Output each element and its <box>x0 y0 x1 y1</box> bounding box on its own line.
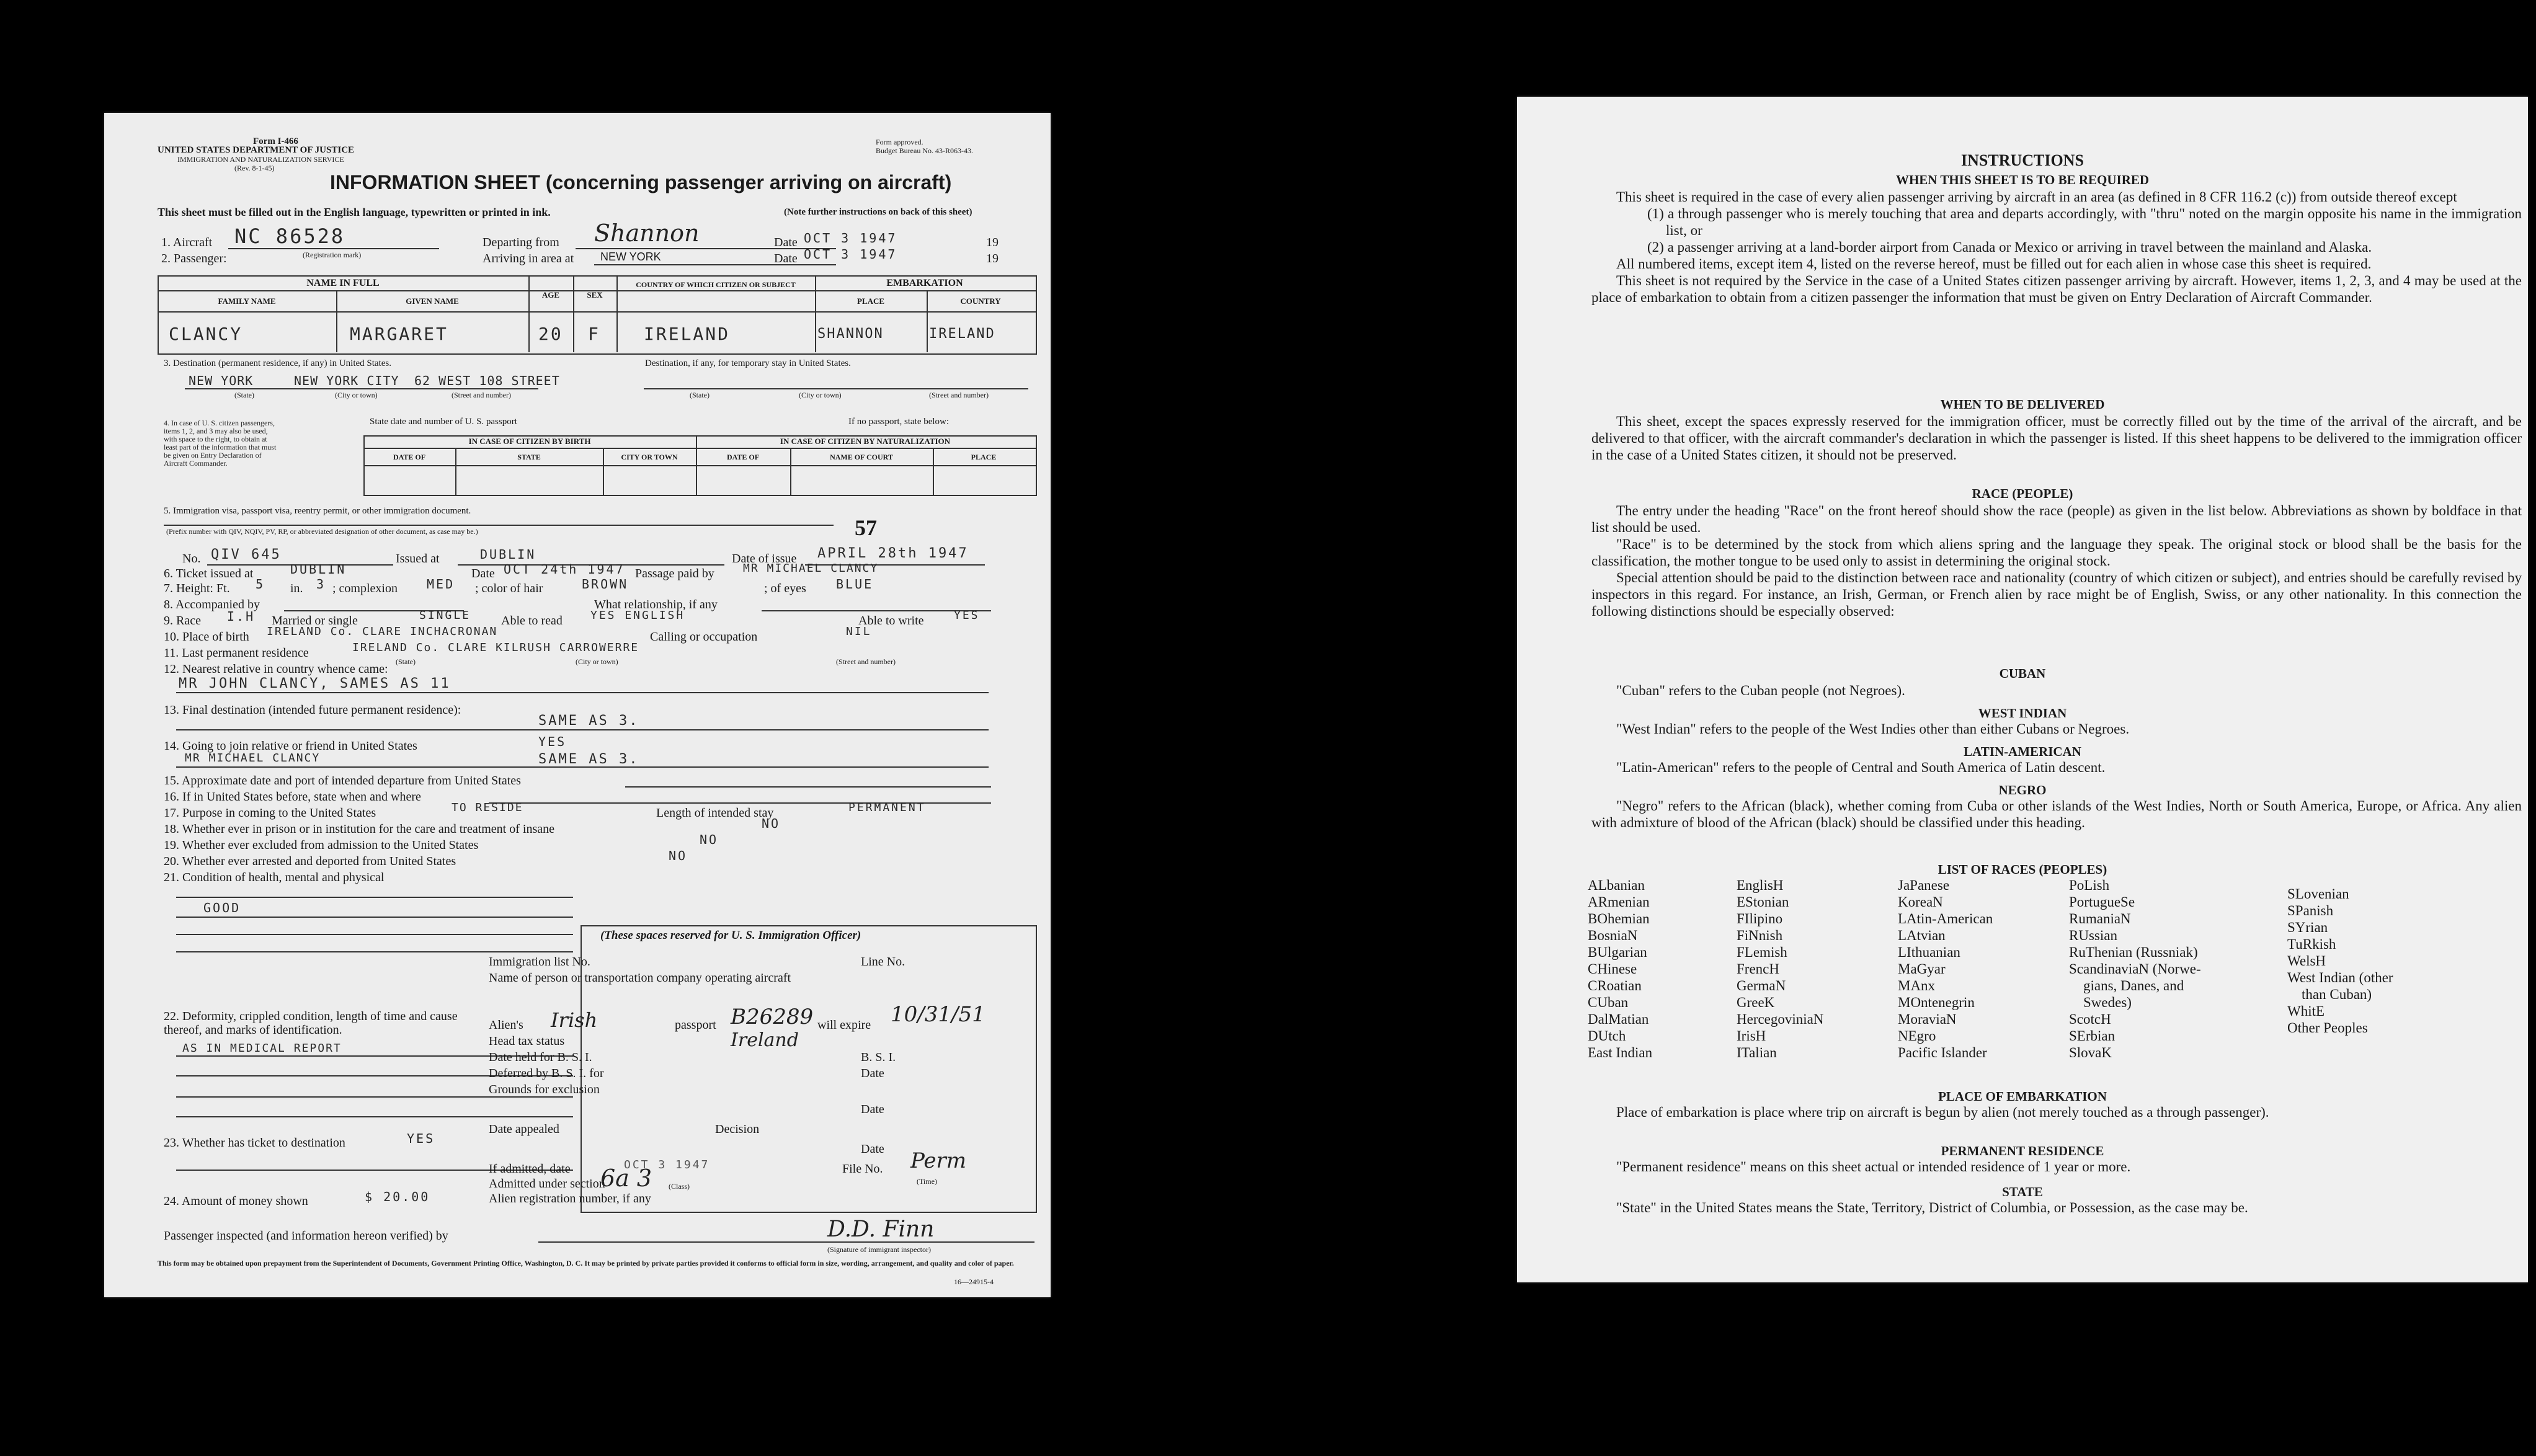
reserved-line-1: Immigration list No. <box>489 955 590 969</box>
west-indian-text: "West Indian" refers to the people of the West Indies other than either Cubans or Negroes. <box>1616 721 2130 737</box>
state-caption-3: (State) <box>234 391 254 399</box>
height-in-value: 3 <box>316 577 326 592</box>
item18-label: 18. Whether ever in prison or in institution for the care and treatment of insane <box>164 822 554 836</box>
write-value: YES <box>954 609 980 622</box>
passport-value: B26289 <box>731 1005 814 1029</box>
embarkation-header: EMBARKATION <box>886 278 963 288</box>
date-of-issue-label: Date of issue <box>732 552 797 566</box>
arriving-label: Arriving in area at <box>483 252 574 265</box>
item3-temporary-label: Destination, if any, for temporary stay in United States. <box>645 358 851 368</box>
destination-street: 62 WEST 108 STREET <box>414 373 560 388</box>
stamp-number: 57 <box>855 515 877 540</box>
embark-country-value: IRELAND <box>929 326 995 342</box>
revision-date: (Rev. 8-1-45) <box>234 164 275 172</box>
reserved-line-4: Head tax status <box>489 1034 565 1048</box>
races-column-3: JaPanese KoreaN LAtin-American LAtvian LIthuanian MaGyar MAnx MOntenegrin MoraviaN NEgro Pacific Islander <box>1898 877 1993 1060</box>
line-no-label: Line No. <box>861 955 905 969</box>
embarkation-heading: PLACE OF EMBARKATION <box>1938 1089 2107 1104</box>
when-delivered-heading: WHEN TO BE DELIVERED <box>1940 397 2105 412</box>
last-residence-value: IRELAND Co. CLARE KILRUSH CARROWERRE <box>352 641 639 654</box>
doc-no-label: No. <box>182 552 201 566</box>
given-name-header: GIVEN NAME <box>406 296 459 306</box>
reserved-line-13: Alien registration number, if any <box>489 1192 651 1205</box>
join-relative-value: YES <box>538 734 567 749</box>
permanent-residence-heading: PERMANENT RESIDENCE <box>1941 1143 2104 1158</box>
relationship-label: What relationship, if any <box>594 598 718 611</box>
height-ft-value: 5 <box>256 577 265 592</box>
races-column-2: EnglisH EStonian FIlipino FiNnish FLemish FrencH GermaN GreeK HercegoviniaN IrisH ITalian <box>1737 877 1824 1060</box>
will-expire-label: will expire <box>817 1018 871 1032</box>
reserved-line-11: If admitted, date <box>489 1162 571 1176</box>
item22-label: 22. Deformity, crippled condition, length of time and cause thereof, and marks of identification. <box>164 1010 458 1037</box>
read-value: YES ENGLISH <box>590 609 685 622</box>
eyes-value: BLUE <box>836 577 874 592</box>
complexion-label: ; complexion <box>332 582 398 595</box>
item24-label: 24. Amount of money shown <box>164 1194 308 1208</box>
footer-note: This form may be obtained upon prepayment from the Superintendent of Documents, Government Printing Office, Washington, D. C. It may be printed by private parties provided it conforms to official form in size, wording, arrangement, and quality and color of paper. <box>158 1259 1014 1267</box>
embarkation-text: Place of embarkation is place where trip on aircraft is begun by alien (not merely touched as a through passenger). <box>1616 1104 2269 1120</box>
reserved-line-6: Deferred by B. S. I. for <box>489 1067 604 1080</box>
item23-label: 23. Whether has ticket to destination <box>164 1136 345 1150</box>
reserved-line-7: Grounds for exclusion <box>489 1083 600 1096</box>
birth-date-col: DATE OF <box>393 453 426 461</box>
registration-caption: (Registration mark) <box>303 251 362 259</box>
information-sheet-front <box>104 113 1051 1297</box>
health-value: GOOD <box>203 900 241 915</box>
write-label: Able to write <box>858 614 924 628</box>
item5-label: 5. Immigration visa, passport visa, reentry permit, or other immigration document. <box>164 506 471 516</box>
form-number: Form I-466 <box>253 136 298 146</box>
no-passport-label: If no passport, state below: <box>848 417 950 427</box>
approval-note: Form approved. <box>876 138 923 146</box>
reserved-line-12: Admitted under section <box>489 1177 605 1191</box>
signature-caption: (Signature of immigrant inspector) <box>827 1245 931 1254</box>
birth-city-col: CITY OR TOWN <box>621 453 678 461</box>
race-value: I.H <box>227 609 256 624</box>
birth-state-col: STATE <box>517 453 541 461</box>
reserved-line-2: Name of person or transportation company operating aircraft <box>489 971 791 985</box>
street-caption-11: (Street and number) <box>836 657 896 666</box>
us-passport-label: State date and number of U. S. passport <box>370 417 517 427</box>
item3-label: 3. Destination (permanent residence, if any) in United States. <box>164 358 391 368</box>
bsi-label: B. S. I. <box>861 1050 896 1064</box>
complexion-value: MED <box>427 577 455 592</box>
cuban-text: "Cuban" refers to the Cuban people (not Negroes). <box>1616 683 1905 698</box>
reserved-line-9: Date appealed <box>489 1122 559 1136</box>
exclusion-date-label: Date <box>861 1103 884 1116</box>
final-destination-value: SAME AS 3. <box>538 713 639 729</box>
sex-header: SEX <box>587 290 603 300</box>
when-required-text: This sheet is required in the case of every alien passenger arriving by aircraft in an area (as defined in 8 CFR 116.2 (c)) from outside thereof except (1) a through passenger who is merely touching that area and departs accordingly, with "thru" noted on the margin opposite his name in the immigration list, or (2) a passenger arriving at a land-border airport from Canada or Mexico or arriving in travel between the mainland and Alaska. All numbered items, except item 4, listed on the reverse hereof, must be filled out for each alien in whose case this sheet is required. This sheet is not required by the Service in the case of a United States citizen passenger arriving by aircraft. However, items 1, 2, 3, and 4 may be used at the place of embarkation to obtain from a citizen passenger the information that must be given on Entry Declaration of Aircraft Commander. <box>1591 189 2522 305</box>
passage-paid-value: MR MICHAEL CLANCY <box>743 562 879 575</box>
latin-american-heading: LATIN-AMERICAN <box>1964 744 2081 759</box>
year-2: 19 <box>986 252 999 265</box>
deformity-value: AS IN MEDICAL REPORT <box>182 1042 342 1055</box>
item21-label: 21. Condition of health, mental and physical <box>164 871 385 884</box>
item15-label: 15. Approximate date and port of intended departure from United States <box>164 774 521 788</box>
inspector-signature: D.D. Finn <box>827 1217 935 1242</box>
city-caption-11: (City or town) <box>576 657 618 666</box>
hair-value: BROWN <box>582 577 629 592</box>
passenger-label: 2. Passenger: <box>161 252 227 265</box>
race-text: The entry under the heading "Race" on the front hereof should show the race (people) as given in the list below. Abbreviations as shown by boldface in that list should be used. "Race" is to be determined by the stock from which aliens spring and the language they speak. The original stock or blood shall be the basis for the classification, the mother tongue to be used only to assist in determining the original stock. Special attention should be paid to the distinction between race and nationality (country of which citizen or subject), and entries should be carefully revised by inspectors in this regard. For instance, an Irish, German, or French alien by race might be of English, Swiss, or any other nationality. In this connection the following distinctions should be especially observed: <box>1591 503 2522 619</box>
class-caption: (Class) <box>669 1182 690 1191</box>
ticket-destination-value: YES <box>407 1131 435 1146</box>
excluded-value: NO <box>700 832 719 847</box>
issued-at-value: DUBLIN <box>480 547 536 562</box>
city-caption-3b: (City or town) <box>799 391 842 399</box>
race-heading: RACE (PEOPLE) <box>1972 486 2073 501</box>
married-label: Married or single <box>272 614 358 628</box>
length-stay-label: Length of intended stay <box>656 806 774 820</box>
negro-text: "Negro" refers to the African (black), whether coming from Cuba or other islands of the West Indies, North or South America, Europe, or Africa. Any alien with admixture of blood of the African (black) should be classified under this heading. <box>1591 798 2522 830</box>
admitted-date-value: OCT 3 1947 <box>624 1158 710 1171</box>
place-header: PLACE <box>856 296 885 306</box>
decision-date-label: Date <box>861 1142 884 1156</box>
item9-label: 9. Race <box>164 614 201 628</box>
print-code: 16—24915-4 <box>954 1277 994 1286</box>
west-indian-heading: WEST INDIAN <box>1978 706 2067 721</box>
family-name-header: FAMILY NAME <box>218 296 276 306</box>
deported-value: NO <box>669 848 688 863</box>
item13-label: 13. Final destination (intended future permanent residence): <box>164 703 461 717</box>
given-name-value: MARGARET <box>350 324 448 344</box>
state-heading: STATE <box>2002 1184 2043 1199</box>
city-caption-3: (City or town) <box>335 391 378 399</box>
nearest-relative-value: MR JOHN CLANCY, SAMES AS 11 <box>179 676 451 691</box>
reserved-line-3: Alien's <box>489 1018 523 1032</box>
passport-label: passport <box>675 1018 716 1032</box>
item20-label: 20. Whether ever arrested and deported from United States <box>164 855 456 868</box>
arriving-value: NEW YORK <box>600 251 661 263</box>
family-name-value: CLANCY <box>169 324 243 344</box>
service-name: IMMIGRATION AND NATURALIZATION SERVICE <box>177 155 344 164</box>
information-sheet-back <box>1517 97 2528 1282</box>
ticket-date-value: OCT 24th 1947 <box>504 562 625 577</box>
races-column-5: SLovenian SPanish SYrian TuRkish WelsH West Indian (other than Cuban) WhitE Other Peoples <box>2287 886 2393 1036</box>
item16-label: 16. If in United States before, state when and where <box>164 790 421 804</box>
state-caption-3b: (State) <box>690 391 710 399</box>
when-delivered-text: This sheet, except the spaces expressly reserved for the immigration officer, must be correctly filled out by the time of the arrival of the aircraft, and be delivered to that officer, with the aircraft commander's declaration in which the passenger is listed. If this sheet happens to be delivered to the immigration officer in the case of a United States citizen, it should not be preserved. <box>1591 414 2522 463</box>
list-of-races-heading: LIST OF RACES (PEOPLES) <box>1938 862 2107 877</box>
form-title: INFORMATION SHEET (concerning passenger arriving on aircraft) <box>330 171 952 193</box>
aircraft-value: NC 86528 <box>234 224 345 248</box>
latin-american-text: "Latin-American" refers to the people of Central and South America of Latin descent. <box>1616 760 2106 775</box>
eyes-label: ; of eyes <box>764 582 806 595</box>
height-in-label: in. <box>290 582 303 595</box>
join-name-value: MR MICHAEL CLANCY <box>185 752 321 765</box>
date-label-2: Date <box>774 252 798 265</box>
negro-heading: NEGRO <box>1998 783 2047 797</box>
destination-city: NEW YORK CITY <box>294 373 399 388</box>
aliens-race-value: Irish <box>551 1008 598 1032</box>
arriving-date: OCT 3 1947 <box>804 247 897 262</box>
embark-place-value: SHANNON <box>817 326 884 342</box>
item7-label: 7. Height: Ft. <box>164 582 230 595</box>
country-header: COUNTRY <box>960 296 1001 306</box>
issued-at-label: Issued at <box>396 552 440 566</box>
doc-no-value: QIV 645 <box>211 547 282 562</box>
races-column-1: ALbanian ARmenian BOhemian BosniaN BUlgarian CHinese CRoatian CUban DalMatian DUtch East Indian <box>1588 877 1653 1060</box>
citizenship-value: IRELAND <box>644 324 731 344</box>
file-value: Perm <box>910 1148 966 1173</box>
aircraft-label: 1. Aircraft <box>161 236 213 249</box>
birthplace-value: IRELAND Co. CLARE INCHACRONAN <box>267 625 498 638</box>
agency-name: UNITED STATES DEPARTMENT OF JUSTICE <box>158 145 355 155</box>
destination-state: NEW YORK <box>189 373 254 388</box>
nat-date-col: DATE OF <box>726 453 760 461</box>
item4-label: 4. In case of U. S. citizen passengers, items 1, 2, and 3 may also be used, with space to the right, to obtain at least part of the information that must be given on Entry Declaration of Aircraft Commander. <box>164 419 277 468</box>
state-text: "State" in the United States means the State, Territory, District of Columbia, or Possession, as the case may be. <box>1616 1200 2248 1215</box>
street-caption-3b: (Street and number) <box>929 391 989 399</box>
races-column-4: PoLish PortugueSe RumaniaN RUssian RuThenian (Russniak) ScandinaviaN (Norwe- gians, Danes, and Swedes) ScotcH SErbian SlovaK <box>2069 877 2201 1060</box>
passage-paid-label: Passage paid by <box>635 567 714 580</box>
item5-sub: (Prefix number with QIV, NQIV, PV, RP, or abbreviated designation of other document, as case may be.) <box>166 527 478 536</box>
purpose-value: TO RESIDE <box>452 801 523 814</box>
street-caption-3: (Street and number) <box>452 391 511 399</box>
item19-label: 19. Whether ever excluded from admission to the United States <box>164 838 479 852</box>
budget-number: Budget Bureau No. 43-R063-43. <box>876 146 973 155</box>
name-in-full-header: NAME IN FULL <box>306 278 380 288</box>
read-label: Able to read <box>501 614 563 628</box>
prison-value: NO <box>762 816 781 831</box>
hair-label: ; color of hair <box>475 582 543 595</box>
permanent-residence-text: "Permanent residence" means on this sheet actual or intended residence of 1 year or more. <box>1616 1159 2131 1174</box>
ticket-issued-value: DUBLIN <box>290 562 347 577</box>
state-caption-11: (State) <box>396 657 416 666</box>
when-required-heading: WHEN THIS SHEET IS TO BE REQUIRED <box>1895 172 2150 187</box>
nat-place-col: PLACE <box>971 453 997 461</box>
departing-label: Departing from <box>483 236 559 249</box>
deferred-date-label: Date <box>861 1067 884 1080</box>
date-of-issue-value: APRIL 28th 1947 <box>817 546 969 561</box>
decision-label: Decision <box>715 1122 760 1136</box>
cuban-heading: CUBAN <box>1999 666 2046 681</box>
item10-label: 10. Place of birth <box>164 630 249 644</box>
citizen-by-birth-header: IN CASE OF CITIZEN BY BIRTH <box>468 437 591 446</box>
item6-label: 6. Ticket issued at <box>164 567 254 580</box>
departing-date: OCT 3 1947 <box>804 231 897 246</box>
file-no-label: File No. <box>842 1162 883 1176</box>
citizen-by-nat-header: IN CASE OF CITIZEN BY NATURALIZATION <box>780 437 951 446</box>
item8-label: 8. Accompanied by <box>164 598 260 611</box>
fill-instruction: This sheet must be filled out in the English language, typewritten or printed in ink. <box>158 206 551 218</box>
instructions-title: INSTRUCTIONS <box>1961 151 2084 169</box>
item17-label: 17. Purpose in coming to the United States <box>164 806 376 820</box>
year-1: 19 <box>986 236 999 249</box>
length-stay-value: PERMANENT <box>848 801 926 814</box>
join-address-value: SAME AS 3. <box>538 752 639 767</box>
age-value: 20 <box>538 324 563 344</box>
passport-country-value: Ireland <box>731 1029 799 1051</box>
calling-label: Calling or occupation <box>650 630 758 644</box>
date-label-1: Date <box>774 236 798 249</box>
married-value: SINGLE <box>419 609 471 622</box>
section-value: 6a 3 <box>600 1165 652 1192</box>
back-note: (Note further instructions on back of this sheet) <box>784 207 972 217</box>
ticket-date-label: Date <box>471 567 495 580</box>
money-value: $ 20.00 <box>365 1189 430 1204</box>
time-caption: (Time) <box>917 1177 937 1186</box>
inspected-label: Passenger inspected (and information hereon verified) by <box>164 1229 448 1243</box>
reserved-title: (These spaces reserved for U. S. Immigration Officer) <box>600 929 861 942</box>
item14-label: 14. Going to join relative or friend in United States <box>164 739 417 753</box>
reserved-line-5: Date held for B. S. I. <box>489 1050 592 1064</box>
item12-label: 12. Nearest relative in country whence came: <box>164 662 388 676</box>
departing-value: Shannon <box>594 220 700 247</box>
expire-value: 10/31/51 <box>891 1002 985 1027</box>
item11-label: 11. Last permanent residence <box>164 646 309 660</box>
age-header: AGE <box>541 290 560 300</box>
nat-court-col: NAME OF COURT <box>830 453 893 461</box>
citizenship-header: COUNTRY OF WHICH CITIZEN OR SUBJECT <box>636 280 796 289</box>
sex-value: F <box>588 324 600 344</box>
calling-value: NIL <box>846 625 872 638</box>
